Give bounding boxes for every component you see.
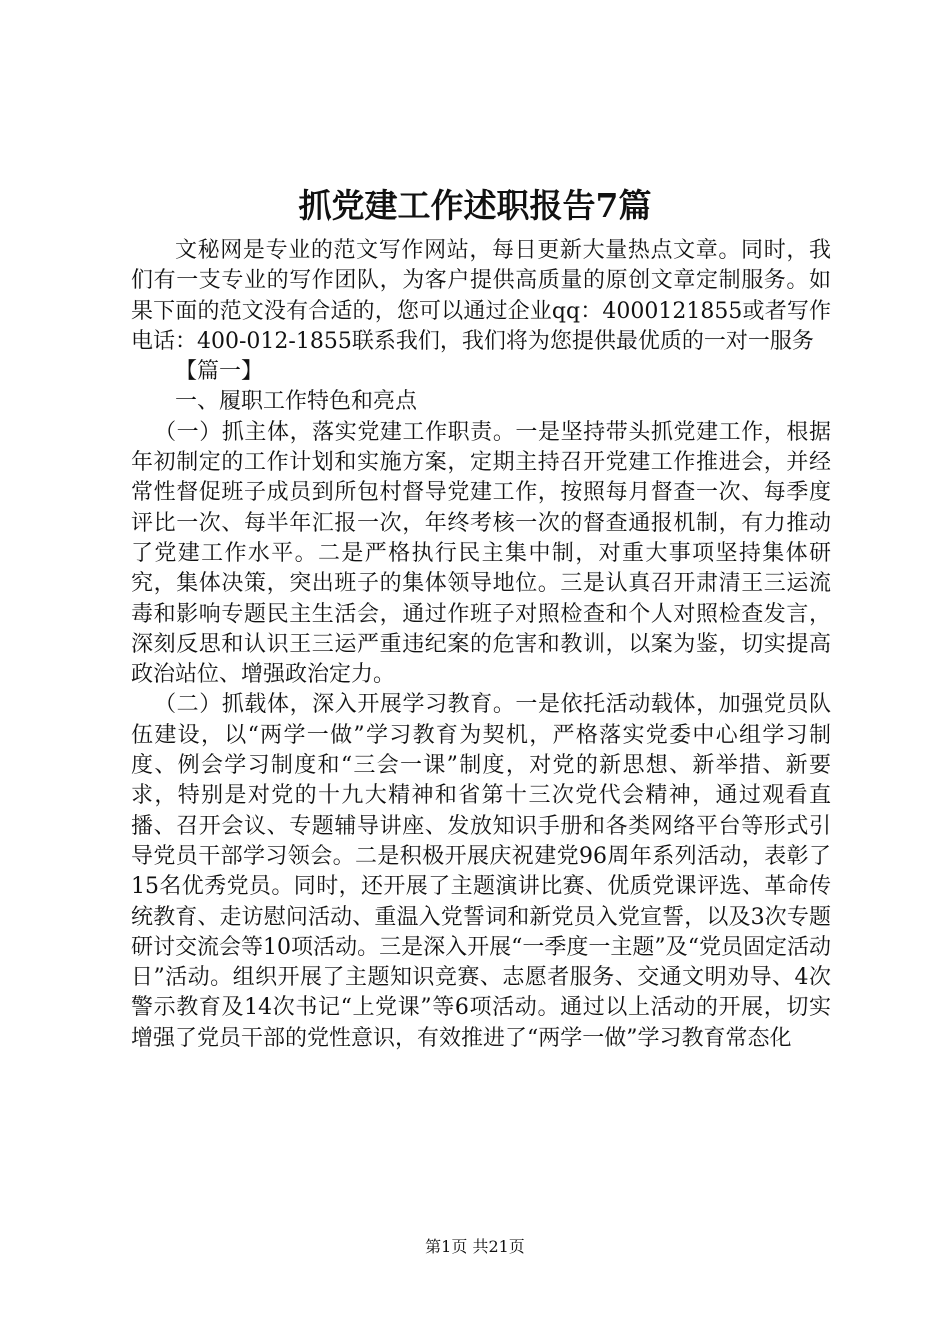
body-paragraph: （一）抓主体，落实党建工作职责。一是坚持带头抓党建工作，根据年初制定的工作计划和实施方案，定期主持召开党建工作推进会，并经常性督促班子成员到所包村督导党建工作，按照每月督查一次、每季度评比一次、每半年汇报一次，年终考核一次的督查通报机制，有力推动了党建工作水平。二是严格执行民主集中制，对重大事项坚持集体研究，集体决策，突出班子的集体领导地位。三是认真召开肃清王三运流毒和影响专题民主生活会，通过作班子对照检查和个人对照检查发言，深刻反思和认识王三运严重违纪案的危害和教训，以案为鉴，切实提高政治站位、增强政治定力。	[131, 419, 831, 688]
body-paragraph: （二）抓载体，深入开展学习教育。一是依托活动载体，加强党员队伍建设，以“两学一做”学习教育为契机，严格落实党委中心组学习制度、例会学习制度和“三会一课”制度，对党的新思想、新举措、新要求，特别是对党的十九大精神和省第十三次党代会精神，通过观看直播、召开会议、专题辅导讲座、发放知识手册和各类网络平台等形式引导党员干部学习领会。二是积极开展庆祝建党96周年系列活动，表彰了15名优秀党员。同时，还开展了主题演讲比赛、优质党课评选、革命传统教育、走访慰问活动、重温入党誓词和新党员入党宣誓，以及3次专题研讨交流会等10项活动。三是深入开展“一季度一主题”及“党员固定活动日”活动。组织开展了主题知识竞赛、志愿者服务、交通文明劝导、4次警示教育及14次书记“上党课”等6项活动。通过以上活动的开展，切实增强了党员干部的党性意识，有效推进了“两学一做”学习教育常态化	[131, 692, 831, 1051]
document-title: 抓党建工作述职报告7篇	[298, 186, 652, 225]
document-body	[131, 236, 831, 1054]
section-marker: 【篇一】	[175, 359, 264, 385]
intro-paragraph: 文秘网是专业的范文写作网站，每日更新大量热点文章。同时，我们有一支专业的写作团队，为客户提供高质量的原创文章定制服务。如果下面的范文没有合适的，您可以通过企业qq：4000121855或者写作电话：400-012-1855联系我们，我们将为您提供最优质的一对一服务	[131, 238, 831, 354]
section-heading: 一、履职工作特色和亮点	[175, 389, 418, 415]
page-footer: 第1页 共21页	[425, 1237, 525, 1256]
